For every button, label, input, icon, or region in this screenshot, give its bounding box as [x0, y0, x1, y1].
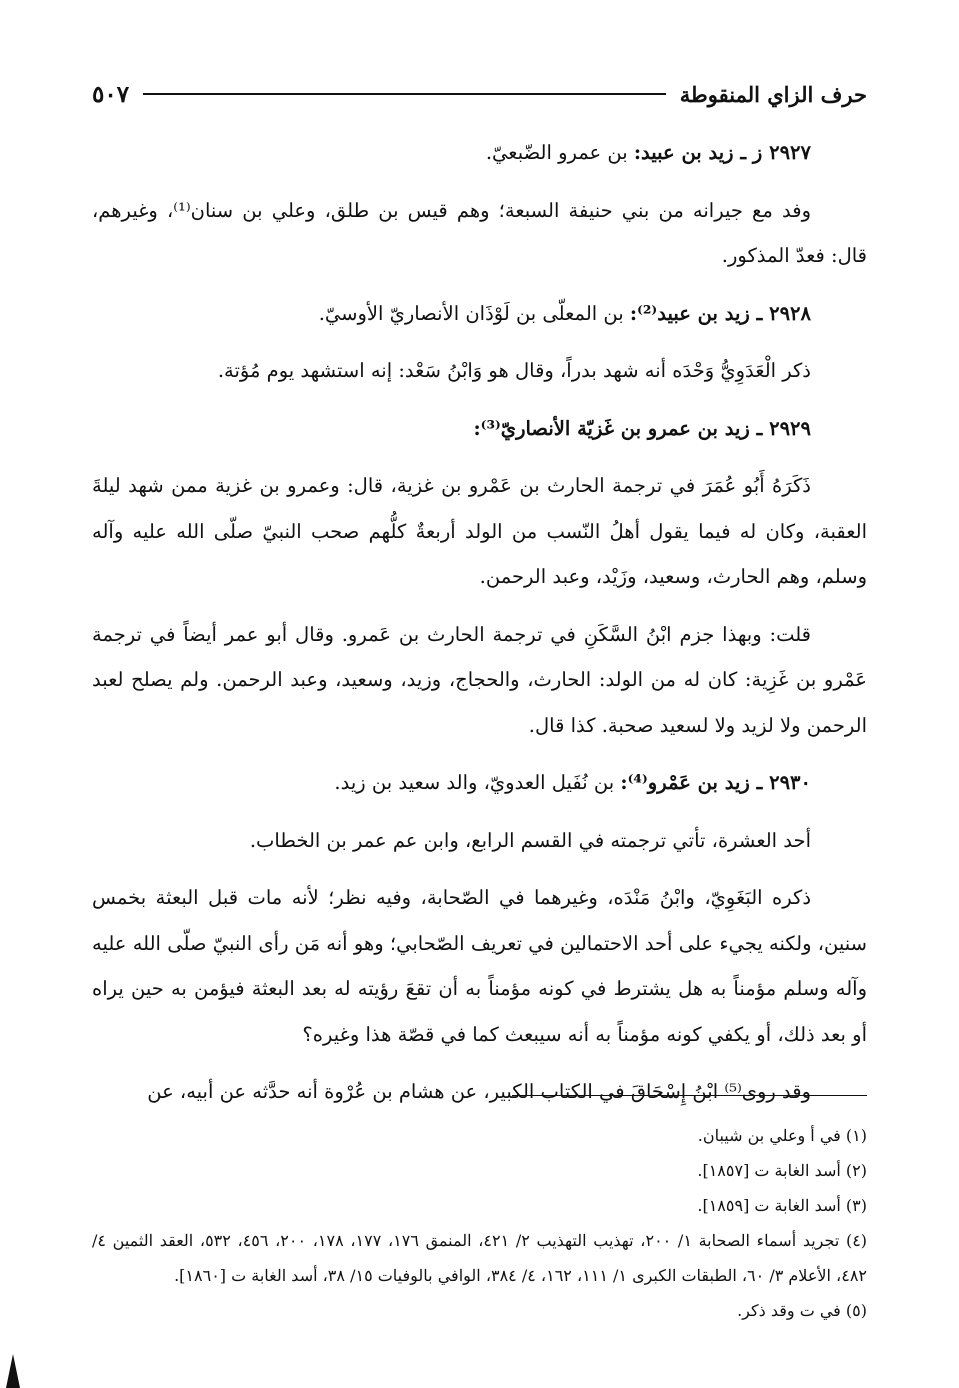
entry-2928	[92, 291, 867, 337]
entry-heading: ٢٩٢٨ ـ زيد بن عبيد⁽²⁾:	[629, 301, 811, 325]
page-number: ٥٠٧	[92, 80, 130, 108]
paragraph: قلت: وبهذا جزم ابْنُ السَّكَنِ في ترجمة الحارث بن عَمرو. وقال أبو عمر أيضاً في ترجمة عَمْرو بن غَزِية: كان له من الولد: الحارث، والحجاج، وزيد، وسعيد، وعبد الرحمن. ولم يصلح لعبد الرحمن ولا لزيد ولا لسعيد صحبة. كذا قال.	[92, 622, 867, 737]
running-header	[92, 74, 867, 114]
paragraph: ذكره البَغَوِيّ، وابْنُ مَنْدَه، وغيرهما في الصّحابة، وفيه نظر؛ لأنه مات قبل البعثة بخمس سنين، ولكنه يجيء على أحد الاحتمالين في تعريف الصّحابي؛ وهو أنه مَن رأى النبيّ صلّى الله عليه وآله وسلم مؤمناً به هل يشترط في كونه مؤمناً به أن تقعَ رؤيته له بعد البعثة فيؤمن به حين يراه أو بعد ذلك، أو يكفي كونه مؤمناً به أنه سيبعث كما في قصّة هذا وغيره؟	[92, 886, 867, 1046]
entry-heading: ٢٩٢٩ ـ زيد بن عمرو بن غَزيّة الأنصاريّ⁽³⁾:	[473, 416, 811, 440]
entry-heading-rest: بن نُفَيل العدويّ، والد سعيد بن زيد.	[334, 771, 621, 794]
entry-heading-rest: بن عمرو الضّبعيّ.	[485, 141, 634, 164]
entry-2929	[92, 406, 867, 452]
footnotes	[92, 1118, 867, 1328]
paragraph: ذَكَرَهُ أَبُو عُمَرَ في ترجمة الحارث بن عَمْرو بن غزية، قال: وعمرو بن غزية ممن شهد ليلةَ العقبة، وكان له فيما يقول أهلُ النّسب من الولد أربعةٌ كلُّهم صحب النبيّ صلّى الله عليه وآله وسلم، وهم الحارث، وسعيد، وزَيْد، وعبد الرحمن.	[92, 474, 867, 588]
entry-heading-rest: بن المعلّى بن لَوْذَان الأنصاريّ الأوسيّ.	[318, 301, 630, 325]
header-title: حرف الزاي المنقوطة	[679, 81, 867, 107]
entry-2927	[92, 130, 867, 176]
header-rule	[143, 93, 666, 95]
entry-heading: ٢٩٢٧ ز ـ زيد بن عبيد:	[633, 141, 811, 164]
page-corner-mark	[6, 1354, 20, 1388]
paragraph: وقد روى⁽⁵⁾ ابْنُ إِسْحَاقَ في الكتاب الكبير، عن هشام بن عُرْوة أنه حدَّثه عن أبيه، عن	[147, 1080, 811, 1103]
main-text	[92, 130, 867, 1127]
entry-heading: ٢٩٣٠ ـ زيد بن عَمْرو⁽⁴⁾:	[620, 771, 811, 794]
footnote-1: (١) في أ وعلي بن شيبان.	[697, 1126, 867, 1145]
footnote-divider	[512, 1095, 867, 1096]
footnote-3: (٣) أسد الغابة ت [١٨٥٩].	[697, 1196, 867, 1215]
entry-2930	[92, 760, 867, 806]
footnote-2: (٢) أسد الغابة ت [١٨٥٧].	[697, 1161, 867, 1180]
footnote-5: (٥) في ت وقد ذكر.	[737, 1301, 867, 1320]
paragraph: وفد مع جيرانه من بني حنيفة السبعة؛ وهم قيس بن طلق، وعلي بن سنان⁽¹⁾، وغيرهم، قال: فعدّ المذكور.	[92, 198, 867, 267]
footnote-4: (٤) تجريد أسماء الصحابة ١/ ٢٠٠، تهذيب التهذيب ٢/ ٤٢١، المنمق ١٧٦، ١٧٧، ١٧٨، ٢٠٠، ٤٥٦، ٥٣٢، العقد الثمين ٤/ ٤٨٢، الأعلام ٣/ ٦٠، الطبقات الكبرى ١/ ١١١، ١٦٢، ٤/ ٣٨٤، الوافي بالوفيات ١٥/ ٣٨، أسد الغابة ت [١٨٦٠].	[92, 1231, 868, 1285]
paragraph: أحد العشرة، تأتي ترجمته في القسم الرابع، وابن عم عمر بن الخطاب.	[249, 828, 811, 852]
paragraph: ذكر الْعَدَوِيُّ وَحْدَه أنه شهد بدراً، وقال هو وَابْنُ سَعْد: إنه استشهد يوم مُؤتة.	[217, 359, 811, 382]
